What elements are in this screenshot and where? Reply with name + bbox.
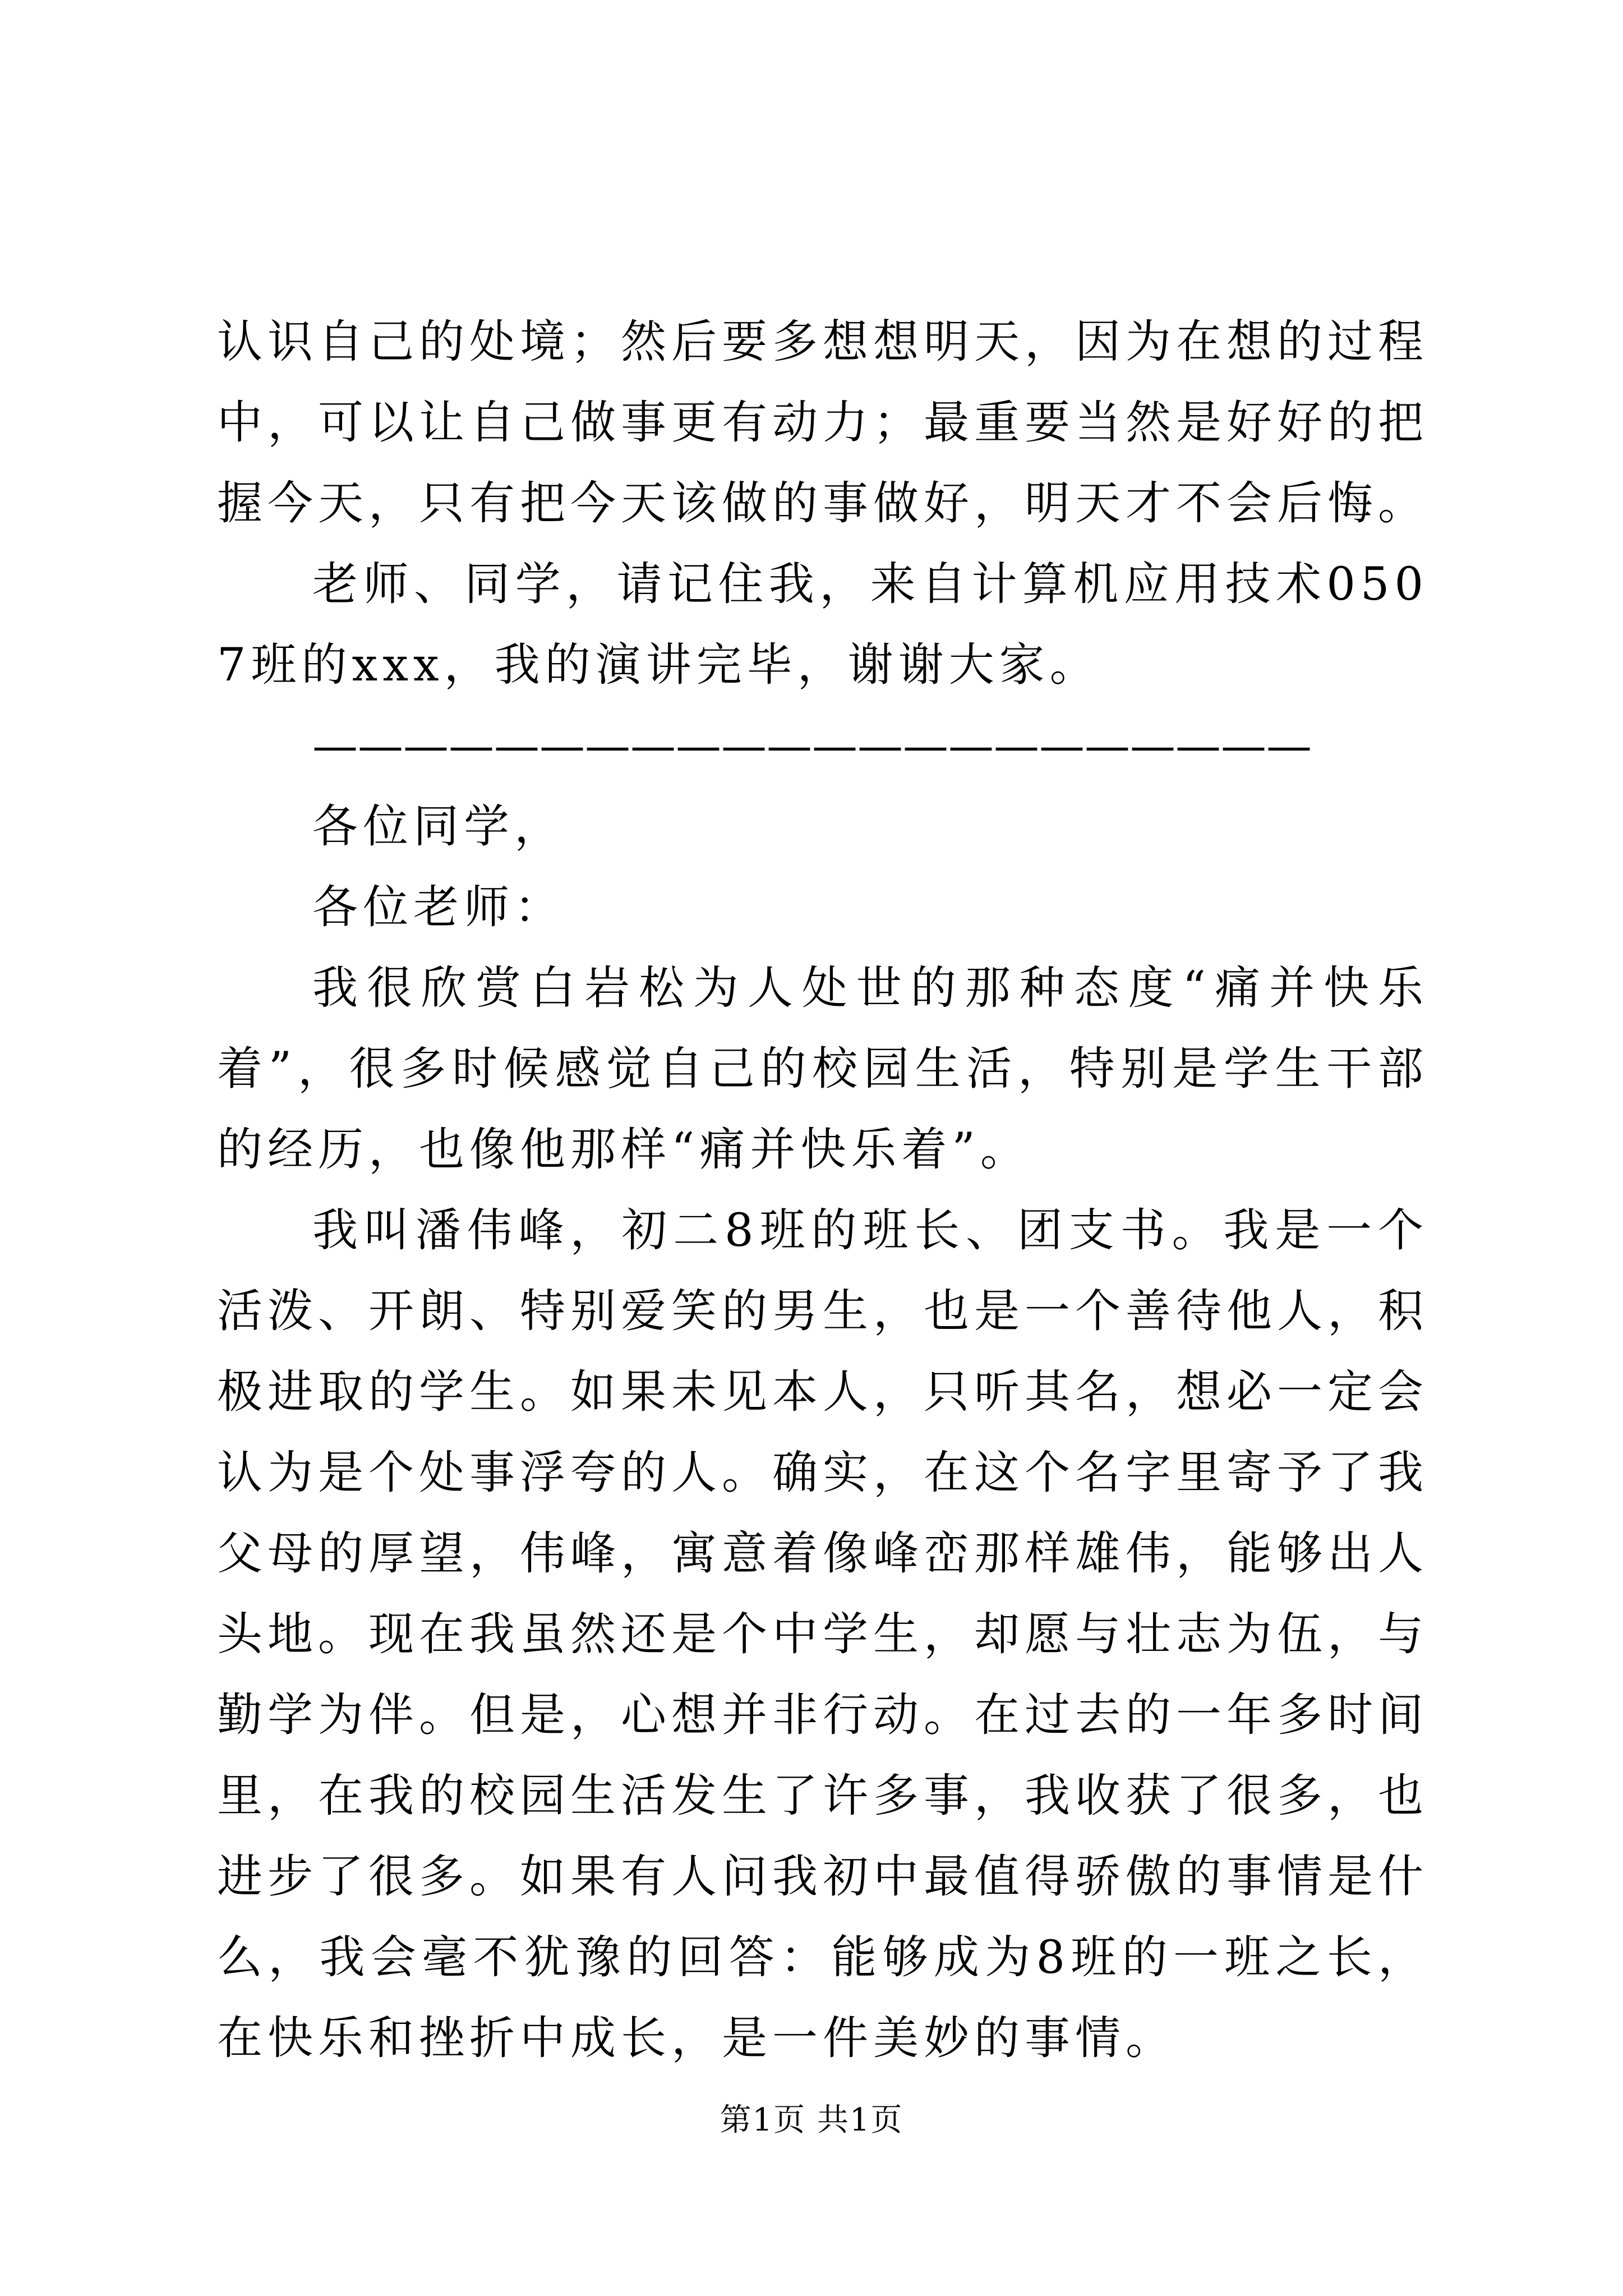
paragraph-2: 老师、同学，请记住我，来自计算机应用技术0507班的xxx，我的演讲完毕，谢谢大家。: [217, 558, 1428, 692]
page-footer: 第1页 共1页: [720, 2102, 903, 2138]
paragraph-6: 我很欣赏白岩松为人处世的那种态度“痛并快乐着”，很多时候感觉自己的校园生活，特别是学生干部的经历，也像他那样“痛并快乐着”。: [217, 962, 1428, 1176]
salutation-teachers: 各位老师：: [312, 881, 565, 934]
divider-line: ——————————————————————: [312, 720, 1312, 772]
document-body: [217, 302, 1428, 2079]
salutation-students: 各位同学，: [312, 800, 565, 853]
paragraph-7: 我叫潘伟峰，初二8班的班长、团支书。我是一个活泼、开朗、特别爱笑的男生，也是一个善待他人，积极进取的学生。如果未见本人，只听其名，想必一定会认为是个处事浮夸的人。确实，在这个名字里寄予了我父母的厚望，伟峰，寓意着像峰峦那样雄伟，能够出人头地。现在我虽然还是个中学生，却愿与壮志为伍，与勤学为伴。但是，心想并非行动。在过去的一年多时间里，在我的校园生活发生了许多事，我收获了很多，也进步了很多。如果有人问我初中最值得骄傲的事情是什么，我会毫不犹豫的回答：能够成为8班的一班之长，在快乐和挫折中成长，是一件美妙的事情。: [217, 1204, 1429, 2065]
paragraph-1: 认识自己的处境；然后要多想想明天，因为在想的过程中，可以让自己做事更有动力；最重要当然是好好的把握今天，只有把今天该做的事做好，明天才不会后悔。: [217, 316, 1429, 530]
